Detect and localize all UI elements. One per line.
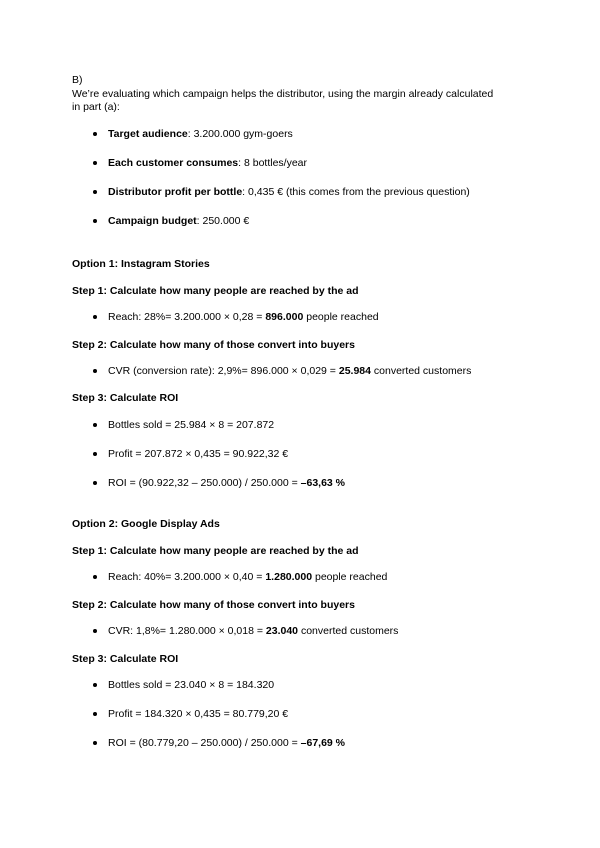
bullet-icon [93,575,97,579]
option2-step2-heading: Step 2: Calculate how many of those convert into buyers [72,599,355,611]
calc-result: 1.280.000 [265,571,313,583]
bullet-icon [93,683,97,687]
calc-text: CVR (conversion rate): 2,9%= 896.000 × 0,029 = [108,365,339,377]
assumption-label: Target audience [108,128,188,140]
part-label: B) [72,74,83,86]
bullet-icon [93,629,97,633]
assumption-consumption [108,157,307,170]
assumption-value: : 3.200.000 gym-goers [187,128,293,140]
option2-cvr [108,625,398,638]
assumption-value: : 8 bottles/year [238,157,308,169]
assumption-value: : 0,435 € (this comes from the previous question) [242,186,470,198]
calc-text: people reached [312,571,388,583]
option2-roi [108,737,345,750]
assumption-value: : 250.000 € [196,215,250,227]
calc-text: converted customers [370,365,472,377]
option1-cvr [108,365,471,378]
calc-text: converted customers [298,625,399,637]
assumption-label: Campaign budget [108,215,197,227]
bullet-icon [93,219,97,223]
calc-result: 23.040 [265,625,299,637]
intro-line-1: We’re evaluating which campaign helps the distributor, using the margin already calculated [72,88,494,100]
bullet-icon [93,481,97,485]
option2-title: Option 2: Google Display Ads [72,518,220,530]
bullet-icon [93,161,97,165]
calc-text: CVR: 1,8%= 1.280.000 × 0,018 = [108,625,266,637]
option1-step2-heading: Step 2: Calculate how many of those convert into buyers [72,339,355,351]
bullet-icon [93,369,97,373]
option2-profit: Profit = 184.320 × 0,435 = 80.779,20 € [108,708,289,720]
calc-result: –63,63 % [300,477,346,489]
option2-reach [108,571,387,584]
option2-step3-heading: Step 3: Calculate ROI [72,653,179,665]
bullet-icon [93,315,97,319]
option1-bottles: Bottles sold = 25.984 × 8 = 207.872 [108,419,275,431]
option1-roi [108,477,345,490]
option2-bottles: Bottles sold = 23.040 × 8 = 184.320 [108,679,275,691]
intro-line-2: in part (a): [72,101,120,113]
assumption-label: Each customer consumes [108,157,239,169]
assumption-profit-per-bottle [108,186,470,199]
calc-result: –67,69 % [300,737,346,749]
option2-step1-heading: Step 1: Calculate how many people are reached by the ad [72,545,359,557]
calc-result: 896.000 [265,311,304,323]
assumption-budget [108,215,249,228]
bullet-icon [93,190,97,194]
bullet-icon [93,132,97,136]
assumption-target-audience [108,128,293,141]
option1-title: Option 1: Instagram Stories [72,258,210,270]
option1-profit: Profit = 207.872 × 0,435 = 90.922,32 € [108,448,289,460]
calc-text: people reached [303,311,379,323]
option1-step3-heading: Step 3: Calculate ROI [72,392,179,404]
calc-text: ROI = (80.779,20 – 250.000) / 250.000 = [108,737,301,749]
bullet-icon [93,452,97,456]
calc-result: 25.984 [338,365,371,377]
calc-text: Reach: 28%= 3.200.000 × 0,28 = [108,311,266,323]
assumption-label: Distributor profit per bottle [108,186,243,198]
bullet-icon [93,423,97,427]
calc-text: ROI = (90.922,32 – 250.000) / 250.000 = [108,477,301,489]
bullet-icon [93,741,97,745]
calc-text: Reach: 40%= 3.200.000 × 0,40 = [108,571,266,583]
option1-reach [108,311,379,324]
bullet-icon [93,712,97,716]
option1-step1-heading: Step 1: Calculate how many people are reached by the ad [72,285,359,297]
